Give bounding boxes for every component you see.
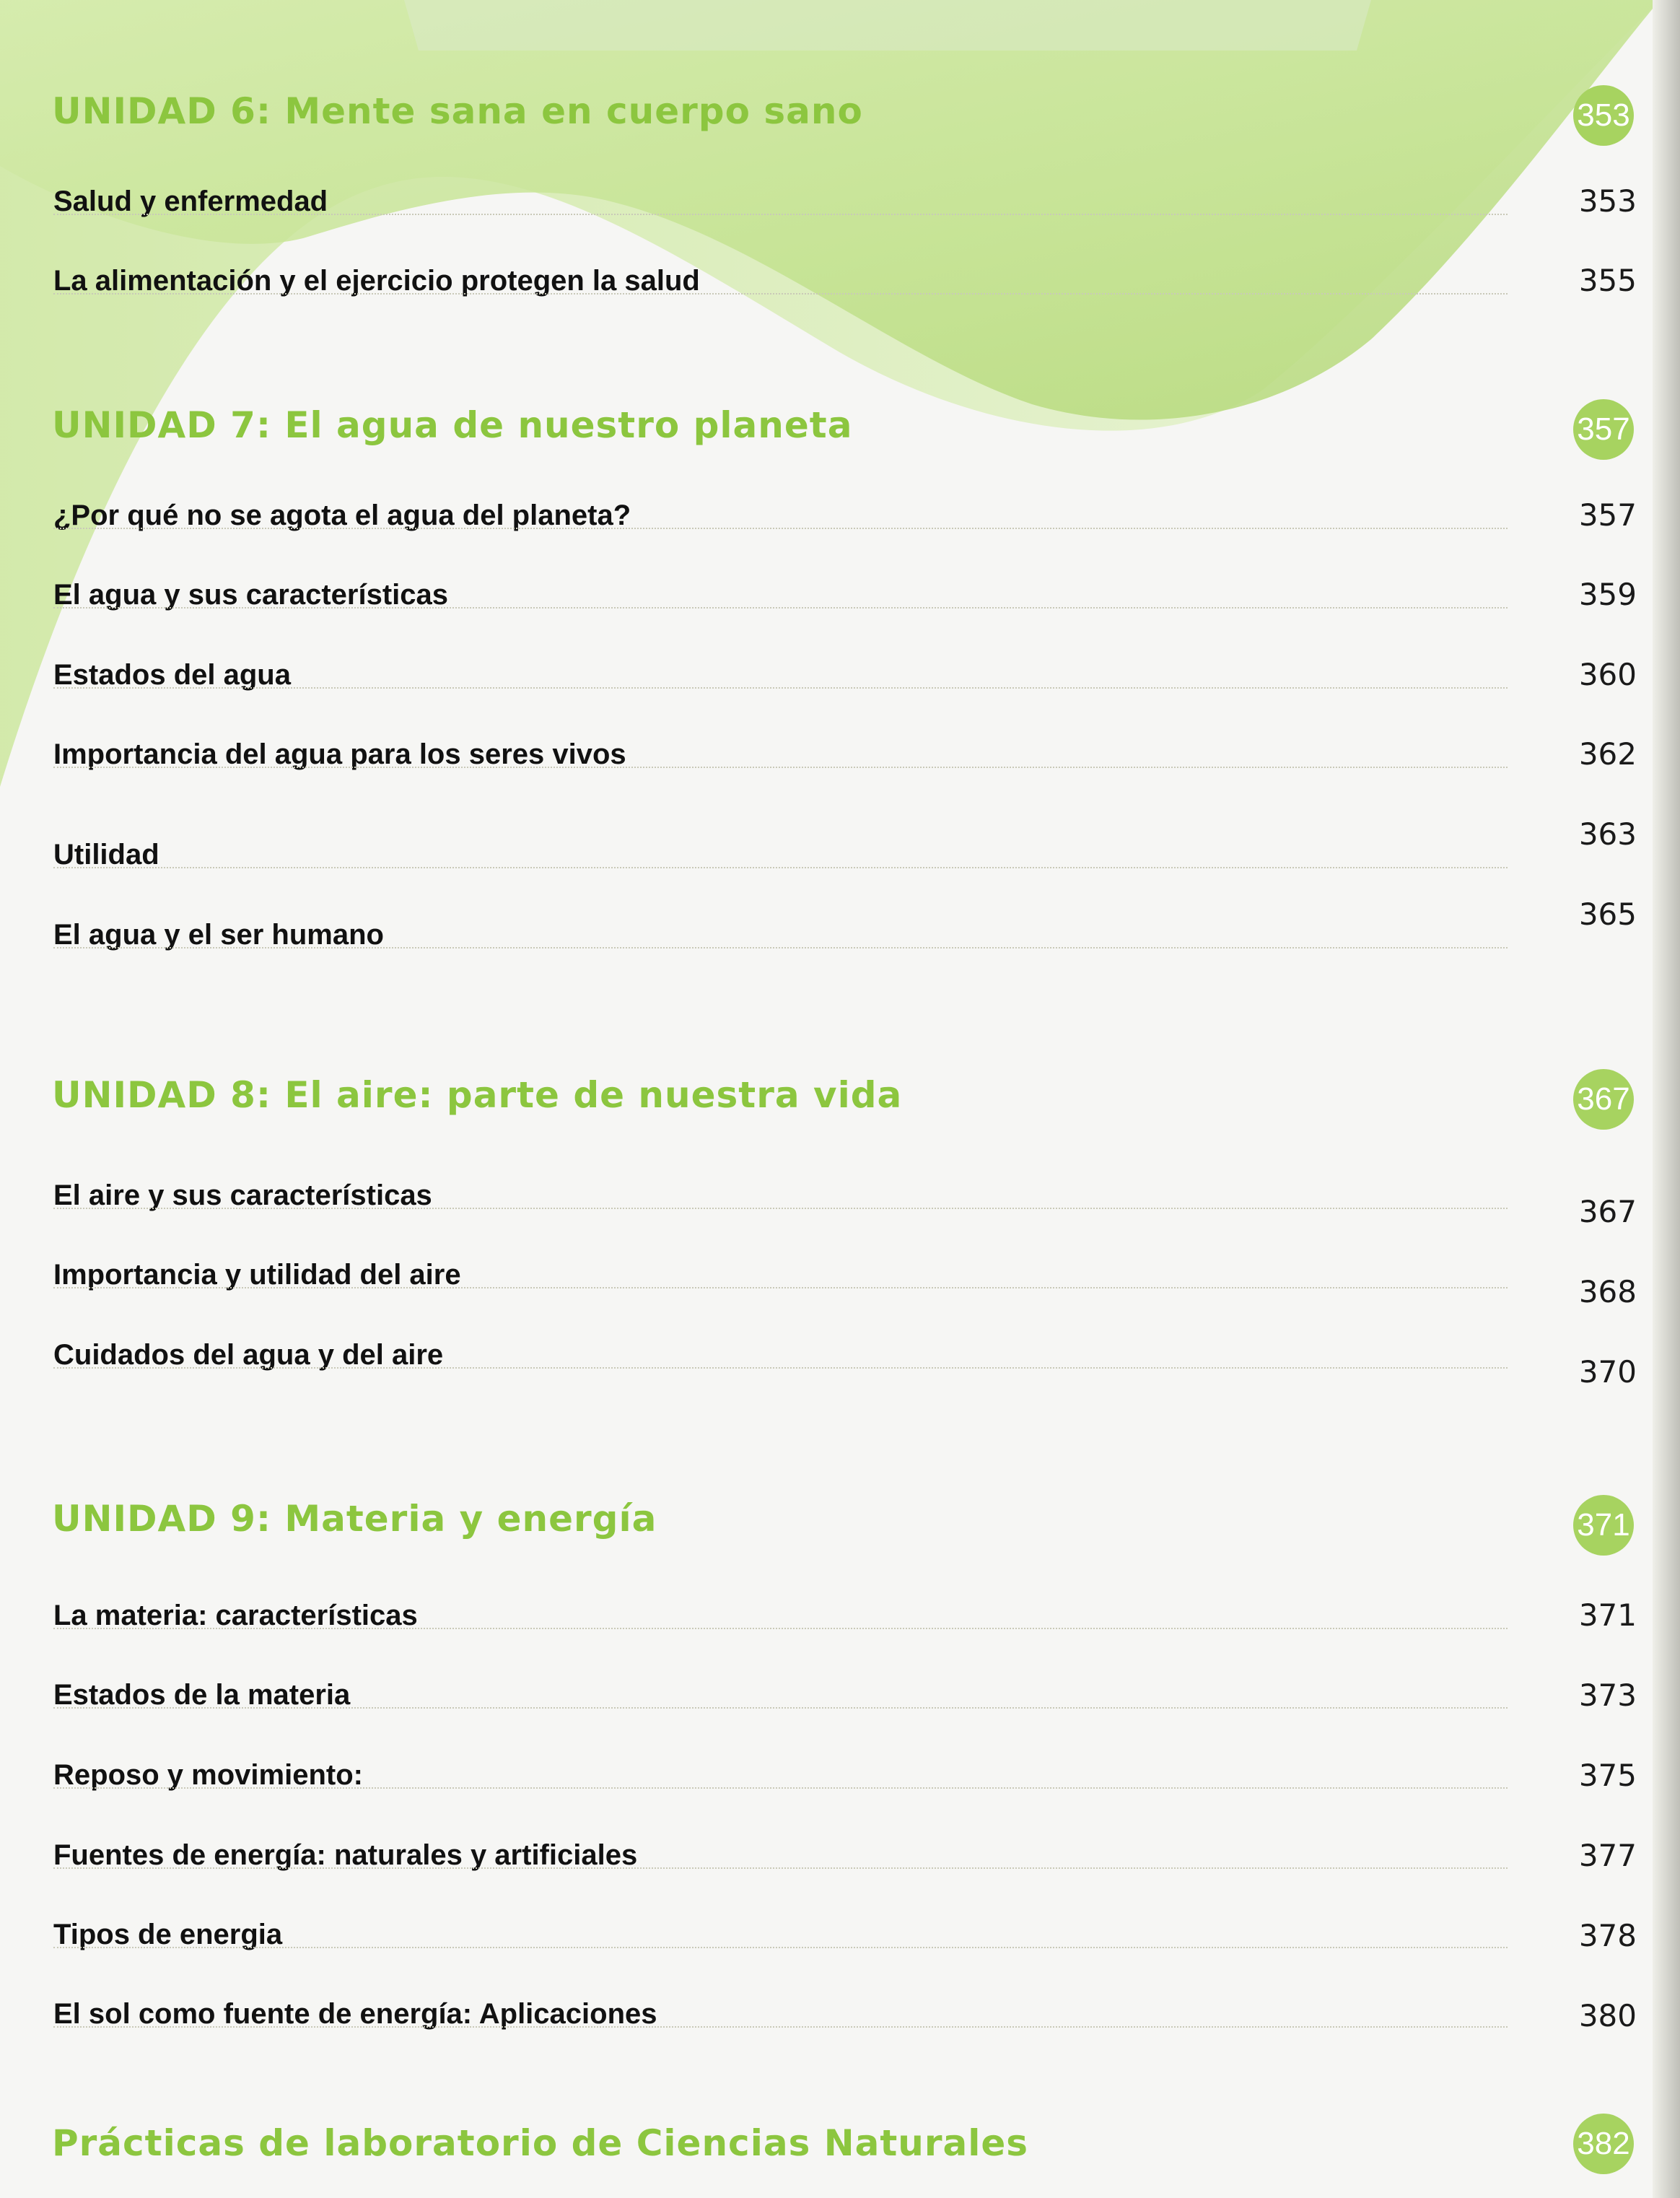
page-binding-edge [1653, 0, 1680, 2198]
dotted-leader [53, 867, 1508, 868]
toc-entry-page: 371 [1578, 1597, 1637, 1633]
toc-entry-page: 359 [1578, 577, 1637, 612]
toc-entry-label: Cuidados del agua y del aire [53, 1339, 444, 1371]
dotted-leader [53, 214, 1508, 215]
toc-entry-page: 365 [1578, 897, 1637, 932]
dotted-leader [53, 1867, 1508, 1869]
toc-entry-page: 362 [1578, 736, 1637, 772]
dotted-leader [53, 293, 1508, 295]
dotted-leader [53, 947, 1508, 948]
dotted-leader [53, 1947, 1508, 1948]
lab-practices-title: Prácticas de laboratorio de Ciencias Naturales [52, 2122, 1029, 2164]
toc-entry-label: Importancia del agua para los seres vivos [53, 738, 626, 770]
toc-entry-page: 357 [1578, 497, 1637, 533]
toc-entry-label: Fuentes de energía: naturales y artificiales [53, 1839, 638, 1871]
dotted-leader [53, 767, 1508, 768]
dotted-leader [53, 1287, 1508, 1288]
unit-7-page-badge: 357 [1573, 399, 1634, 460]
toc-entry-page: 373 [1578, 1678, 1637, 1713]
toc-entry-label: El agua y el ser humano [53, 919, 384, 951]
toc-entry-label: El sol como fuente de energía: Aplicaciones [53, 1998, 657, 2030]
toc-entry-page: 367 [1578, 1194, 1637, 1229]
unit-6-page-badge: 353 [1573, 85, 1634, 146]
toc-entry-page: 360 [1578, 657, 1637, 692]
dotted-leader [53, 687, 1508, 689]
toc-entry-label: Importancia y utilidad del aire [53, 1259, 461, 1291]
toc-entry-label: La materia: características [53, 1600, 418, 1631]
toc-entry-page: 380 [1578, 1998, 1637, 2033]
toc-entry-label: Estados de la materia [53, 1679, 351, 1711]
unit-6-title: UNIDAD 6: Mente sana en cuerpo sano [52, 90, 863, 132]
toc-entry-label: La alimentación y el ejercicio protegen la salud [53, 265, 700, 297]
toc-entry-label: Utilidad [53, 839, 159, 871]
dotted-leader [53, 1208, 1508, 1209]
toc-entry-label: Tipos de energia [53, 1919, 283, 1950]
dotted-leader [53, 1367, 1508, 1369]
dotted-leader [53, 1707, 1508, 1709]
unit-9-title: UNIDAD 9: Materia y energía [52, 1498, 657, 1540]
toc-entry-page: 355 [1578, 263, 1637, 298]
dotted-leader [53, 1628, 1508, 1629]
toc-entry-label: El aire y sus características [53, 1179, 432, 1211]
toc-entry-label: ¿Por qué no se agota el agua del planeta? [53, 500, 631, 531]
toc-entry-page: 370 [1578, 1354, 1637, 1390]
toc-entry-page: 377 [1578, 1838, 1637, 1873]
toc-entry-label: Reposo y movimiento: [53, 1759, 363, 1791]
toc-entry-label: Estados del agua [53, 659, 291, 691]
toc-entry-page: 353 [1578, 183, 1637, 219]
toc-entry-page: 378 [1578, 1918, 1637, 1953]
dotted-leader [53, 528, 1508, 529]
dotted-leader [53, 1787, 1508, 1789]
toc-entry-label: El agua y sus características [53, 579, 448, 611]
unit-7-title: UNIDAD 7: El agua de nuestro planeta [52, 404, 853, 446]
toc-entry-page: 368 [1578, 1274, 1637, 1309]
unit-8-page-badge: 367 [1573, 1069, 1634, 1130]
dotted-leader [53, 607, 1508, 609]
toc-entry-page: 363 [1578, 816, 1637, 852]
toc-entry-label: Salud y enfermedad [53, 186, 328, 217]
unit-8-title: UNIDAD 8: El aire: parte de nuestra vida [52, 1074, 903, 1116]
unit-9-page-badge: 371 [1573, 1495, 1634, 1556]
dotted-leader [53, 2026, 1508, 2028]
toc-entry-page: 375 [1578, 1758, 1637, 1793]
lab-practices-page-badge: 382 [1573, 2114, 1634, 2174]
